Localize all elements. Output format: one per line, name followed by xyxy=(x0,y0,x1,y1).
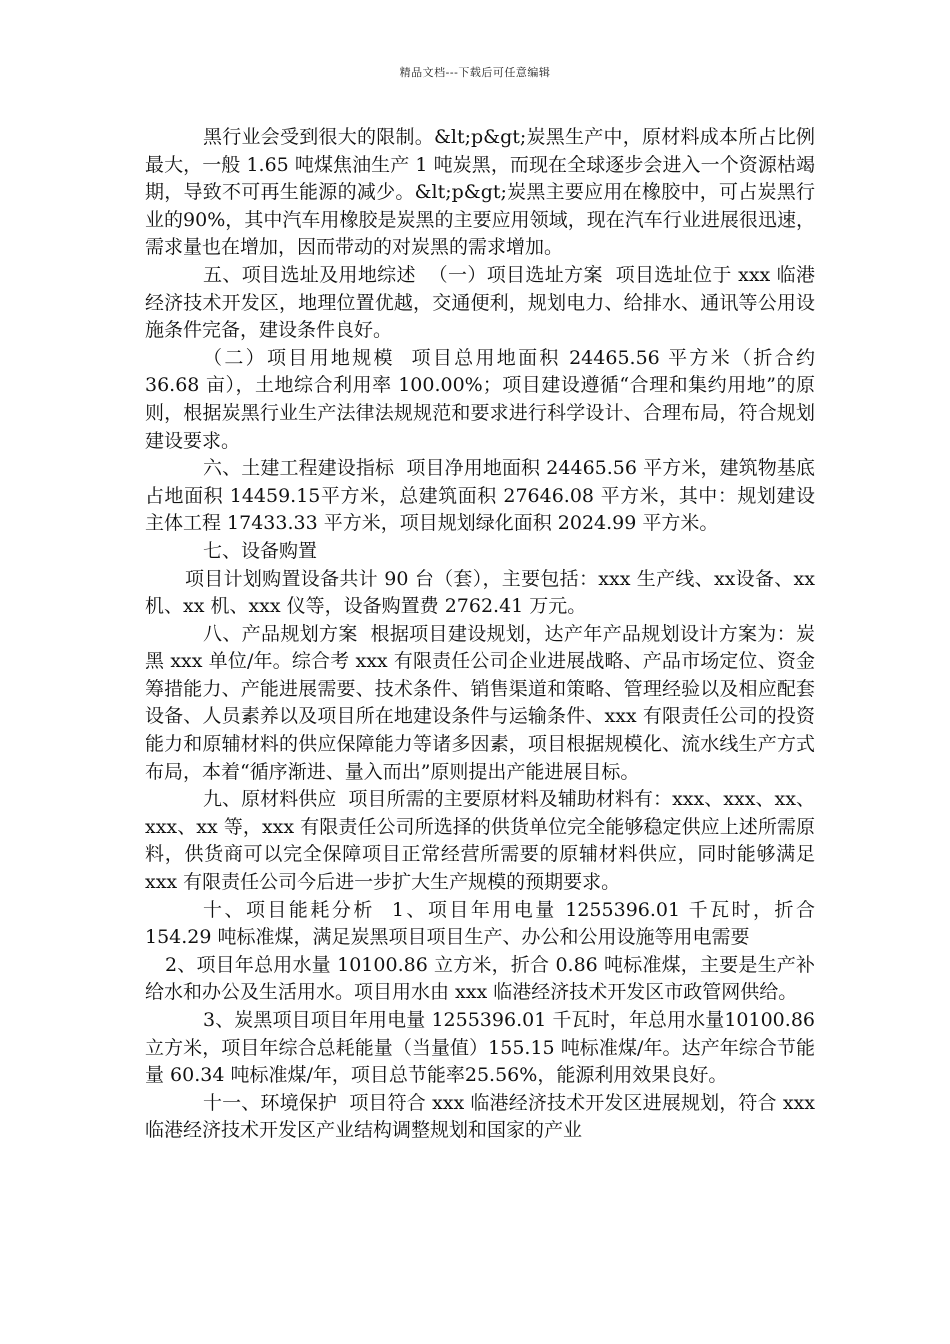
page-header: 精品文档---下载后可任意编辑 xyxy=(399,66,551,79)
paragraph-equipment-purchase: 项目计划购置设备共计 90 台（套），主要包括：xxx 生产线、xx设备、xx 机、xx 机、xxx 仪等，设备购置费 2762.41 万元。 xyxy=(145,567,822,618)
paragraph-carbon-black-industry: 黑行业会受到很大的限制。&lt;p&gt;炭黑生产中，原材料成本所占比例最大，一般 1.65 吨煤焦油生产 1 吨炭黑，而现在全球逐步会进入一个资源枯竭期，导致不可再生能源的减少。&lt;p&gt;炭黑主要应用在橡胶中，可占炭黑行业的90%，其中汽车用橡胶是炭黑的主要应用领域，现在汽车行业进展很迅速，需求量也在增加，因而带动的对炭黑的需求增加。 xyxy=(145,126,815,259)
document-body xyxy=(145,124,822,1145)
paragraph-product-plan: 八、产品规划方案 根据项目建设规划，达产年产品规划设计方案为：炭黑 xxx 单位/年。综合考 xxx 有限责任公司企业进展战略、产品市场定位、资金筹措能力、产能进展需要、技术条件、销售渠道和策略、管理经验以及相应配套设备、人员素养以及项目所在地建设条件与运输条件、xxx 有限责任公司的投资能力和原辅材料的供应保障能力等诸多因素，项目根据规模化、流水线生产方式布局，本着“循序渐进、量入而出”原则提出产能进展目标。 xyxy=(145,622,815,783)
section-heading-equipment: 七、设备购置 xyxy=(203,539,318,562)
paragraph-water-usage: 2、项目年总用水量 10100.86 立方米，折合 0.86 吨标准煤，主要是生产补给水和办公及生活用水。项目用水由 xxx 临港经济技术开发区市政管网供给。 xyxy=(145,953,815,1004)
paragraph-construction-indicators: 六、土建工程建设指标 项目净用地面积 24465.56 平方米，建筑物基底占地面积 14459.15平方米，总建筑面积 27646.08 平方米，其中：规划建设主体工程 17433.33 平方米，项目规划绿化面积 2024.99 平方米。 xyxy=(145,457,815,535)
paragraph-environmental-protection: 十一、环境保护 项目符合 xxx 临港经济技术开发区进展规划，符合 xxx 临港经济技术开发区产业结构调整规划和国家的产业 xyxy=(145,1091,822,1142)
paragraph-site-selection: 五、项目选址及用地综述 （一）项目选址方案 项目选址位于 xxx 临港经济技术开发区，地理位置优越，交通便利，规划电力、给排水、通讯等公用设施条件完备，建设条件良好。 xyxy=(145,263,815,342)
paragraph-energy-analysis: 十、项目能耗分析 1、项目年用电量 1255396.01 千瓦时，折合 154.29 吨标准煤，满足炭黑项目项目生产、办公和公用设施等用电需要 xyxy=(145,898,822,949)
paragraph-land-use-scale: （二）项目用地规模 项目总用地面积 24465.56 平方米（折合约 36.68 亩），土地综合利用率 100.00%；项目建设遵循“合理和集约用地”的原则，根据炭黑行业生产法律法规规范和要求进行科学设计、合理布局，符合规划建设要求。 xyxy=(145,346,822,452)
paragraph-energy-summary: 3、炭黑项目项目年用电量 1255396.01 千瓦时，年总用水量10100.86 立方米，项目年综合总耗能量（当量值）155.15 吨标准煤/年。达产年综合节能量 60.34 吨标准煤/年，项目总节能率25.56%，能源利用效果良好。 xyxy=(145,1009,822,1087)
paragraph-raw-materials: 九、原材料供应 项目所需的主要原材料及辅助材料有：xxx、xxx、xx、xxx、xx 等，xxx 有限责任公司所选择的供货单位完全能够稳定供应上述所需原料，供货商可以完全保障项目正常经营所需要的原辅材料供应，同时能够满足 xxx 有限责任公司今后进一步扩大生产规模的预期要求。 xyxy=(145,788,822,894)
